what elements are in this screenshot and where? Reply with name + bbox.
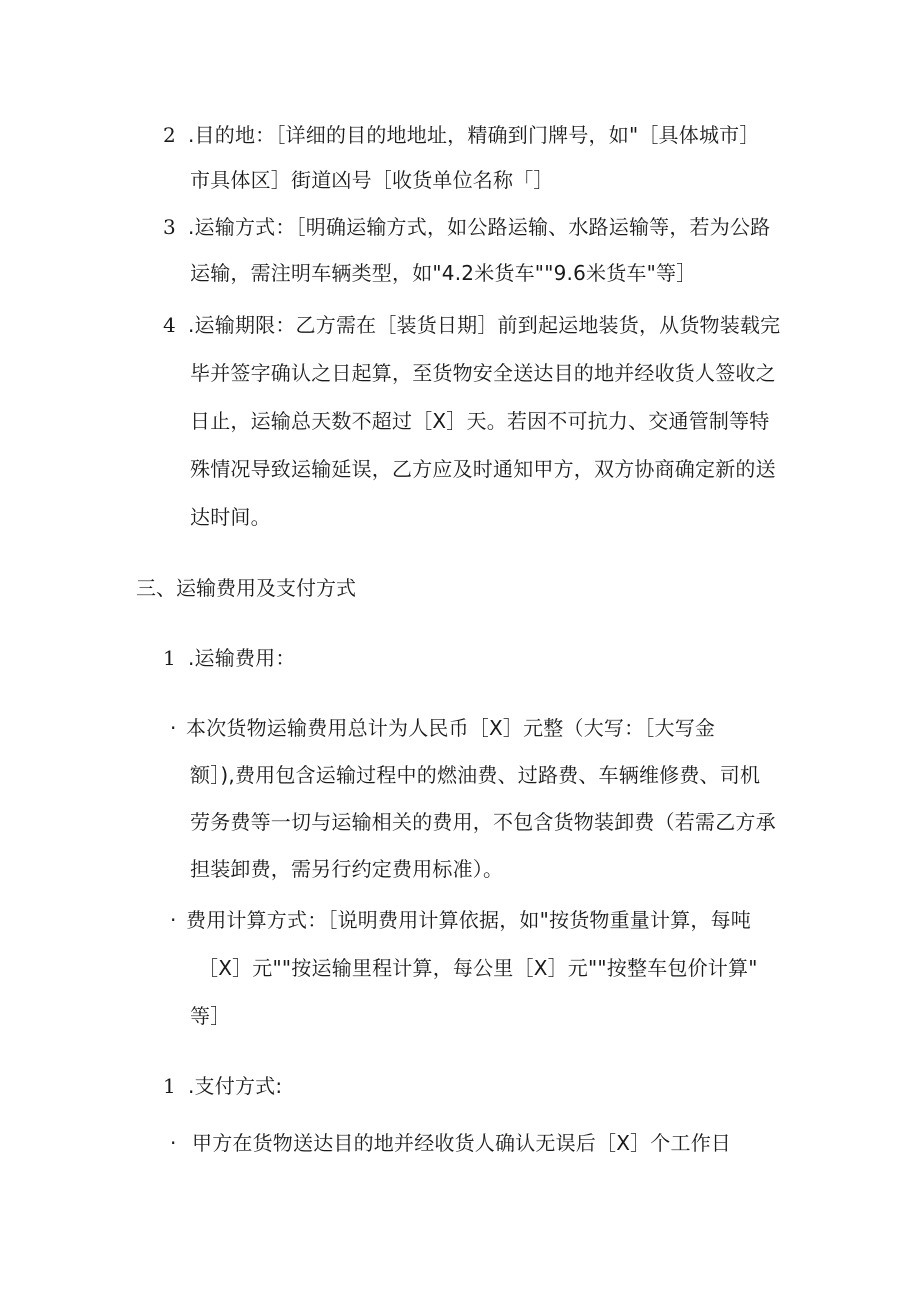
item-number: 4: [163, 313, 176, 337]
item-text-line: 达时间。: [190, 505, 271, 529]
item-text-line: 日止，运输总天数不超过［X］天。若因不可抗力、交通管制等特: [190, 409, 770, 433]
bullet-text-line: 甲方在货物送达目的地并经收货人确认无误后［X］个工作日: [192, 1131, 732, 1155]
bullet-text-line: 额］),费用包含运输过程中的燃油费、过路费、车辆维修费、司机: [190, 763, 761, 787]
bullet-text-line: 担装卸费，需另行约定费用标准）。: [190, 857, 504, 881]
bullet-text-line: 本次货物运输费用总计为人民币［X］元整（大写：［大写金: [186, 716, 716, 740]
sub-number: 1: [163, 646, 176, 670]
bullet-text-line: 劳务费等一切与运输相关的费用，不包含货物装卸费（若需乙方承: [190, 810, 776, 834]
item-text-line: .运输方式：［明确运输方式，如公路运输、水路运输等，若为公路: [188, 215, 771, 239]
bullet-dot: ·: [170, 908, 177, 932]
item-text-line: 市具体区］街道凶号［收货单位名称「］: [190, 168, 554, 192]
sub-label: .运输费用：: [188, 646, 296, 670]
sub-label: .支付方式:: [188, 1074, 283, 1098]
item-text-line: 毕并签字确认之日起算，至货物安全送达目的地并经收货人签收之: [190, 361, 776, 385]
sub-number: 1: [163, 1074, 176, 1098]
item-number: 2: [163, 123, 176, 147]
bullet-dot: ·: [170, 1131, 177, 1155]
item-text-line: .运输期限：乙方需在［装货日期］前到起运地装货，从货物装载完: [188, 313, 781, 337]
bullet-text-line: 等］: [190, 1004, 231, 1028]
item-text-line: 殊情况导致运输延误，乙方应及时通知甲方，双方协商确定新的送: [190, 457, 776, 481]
item-number: 3: [163, 215, 176, 239]
bullet-text-line: 费用计算方式：［说明费用计算依据，如"按货物重量计算，每吨: [186, 908, 751, 932]
bullet-text-line: ［X］元""按运输里程计算，每公里［X］元""按整车包价计算": [198, 956, 758, 980]
section-heading: 三、运输费用及支付方式: [136, 576, 356, 600]
item-text-line: 运输，需注明车辆类型，如"4.2米货车""9.6米货车"等］: [190, 261, 697, 285]
bullet-dot: ·: [170, 716, 177, 740]
item-text-line: .目的地：［详细的目的地地址，精确到门牌号，如"［具体城市］: [188, 123, 760, 147]
